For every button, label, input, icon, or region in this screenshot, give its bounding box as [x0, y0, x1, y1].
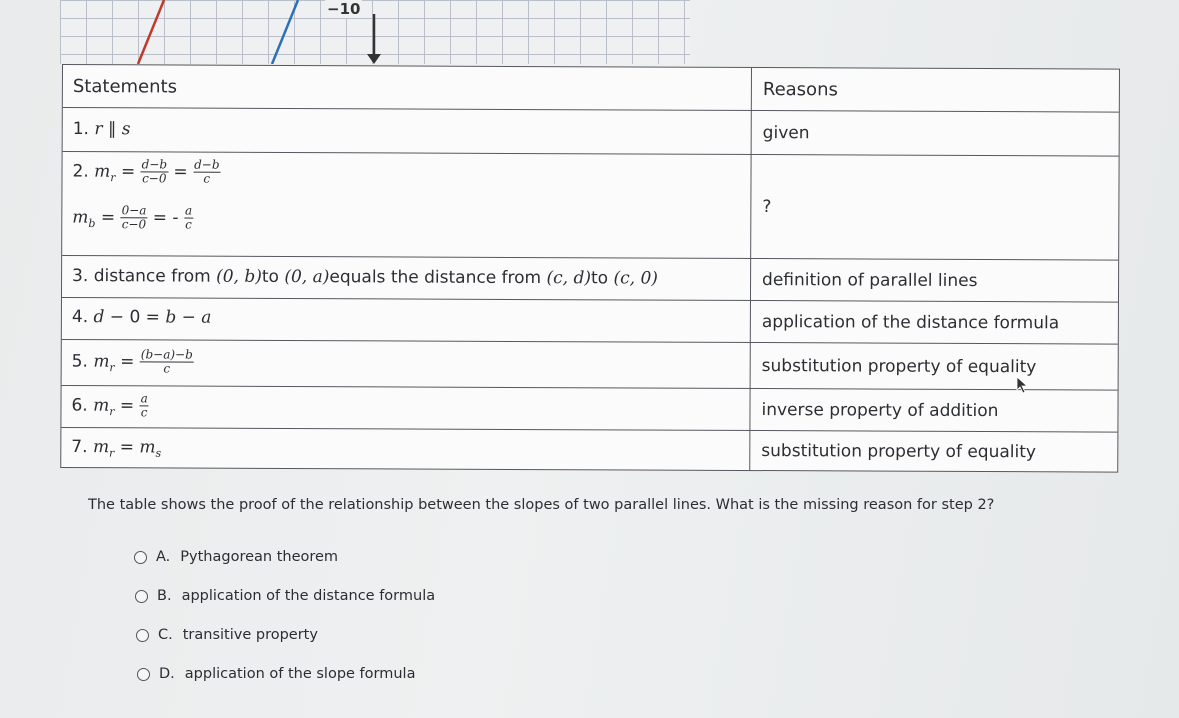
reason-1: given	[762, 123, 810, 144]
step-number: 6.	[71, 395, 88, 416]
header-reasons: Reasons	[762, 79, 838, 101]
mouse-pointer-icon	[1016, 376, 1030, 394]
reason-5: substitution property of equality	[761, 356, 1037, 378]
answer-option-d[interactable]: D. application of the slope formula	[137, 666, 415, 682]
statement-3: 3. distance from (0, b)to (0, a)equals the distance from (c, d)to (c, 0)	[72, 266, 658, 289]
step-number: 5.	[71, 351, 88, 372]
statement-7: 7. $m_r = m_s$	[71, 437, 162, 460]
reason-2-missing: ?	[762, 197, 772, 218]
graph-lines	[60, 0, 690, 64]
y-axis-arrow-icon	[367, 54, 381, 64]
blue-line	[272, 0, 298, 64]
table-row	[61, 385, 1117, 433]
statement-1: 1. r ∥ s	[72, 119, 131, 140]
statement-4: 4. d − 0 = b − a	[71, 307, 212, 328]
reason-4: application of the distance formula	[761, 312, 1060, 334]
answer-option-a[interactable]: A. Pythagorean theorem	[134, 549, 338, 565]
axis-tick-label: −10	[327, 0, 361, 18]
radio-button-icon[interactable]	[136, 629, 149, 642]
step-number: 1.	[72, 119, 89, 140]
reason-6: inverse property of addition	[761, 400, 999, 422]
step-number: 3.	[72, 266, 89, 287]
reason-7: substitution property of equality	[761, 441, 1037, 463]
step-number: 2.	[72, 161, 89, 182]
radio-button-icon[interactable]	[137, 668, 150, 681]
statement-6: 6. $m_r$ = $\frac{a}{c}$	[71, 391, 148, 420]
table-row	[62, 151, 1118, 261]
reason-3: definition of parallel lines	[762, 270, 978, 291]
coordinate-graph-fragment	[60, 0, 690, 64]
proof-table	[60, 64, 1120, 473]
statement-2b: $m_b$ = $\frac{0-a}{c-0}$ = - $\frac{a}{c}$	[72, 203, 193, 232]
radio-button-icon[interactable]	[134, 551, 147, 564]
step-number: 4.	[71, 307, 89, 328]
radio-button-icon[interactable]	[135, 590, 148, 603]
table-row	[62, 255, 1118, 303]
answer-option-c[interactable]: C. transitive property	[136, 627, 318, 643]
statement-5: 5. $m_r$ = $\frac{(b-a)-b}{c}$	[71, 347, 193, 376]
answer-option-b[interactable]: B. application of the distance formula	[135, 588, 435, 604]
header-statements: Statements	[72, 76, 178, 98]
question-text: The table shows the proof of the relationship between the slopes of two parallel lines. What is the missing reason for step 2?	[88, 497, 995, 513]
step-number: 7.	[71, 437, 88, 458]
table-row	[62, 339, 1118, 391]
statement-2a: 2. $m_r$ = $\frac{d-b}{c-0}$ = $\frac{d-b}{c}$	[72, 157, 220, 186]
table-header-row	[63, 65, 1119, 112]
red-line	[138, 0, 164, 64]
table-row	[62, 297, 1118, 345]
table-row	[61, 427, 1117, 473]
table-row	[63, 107, 1119, 157]
